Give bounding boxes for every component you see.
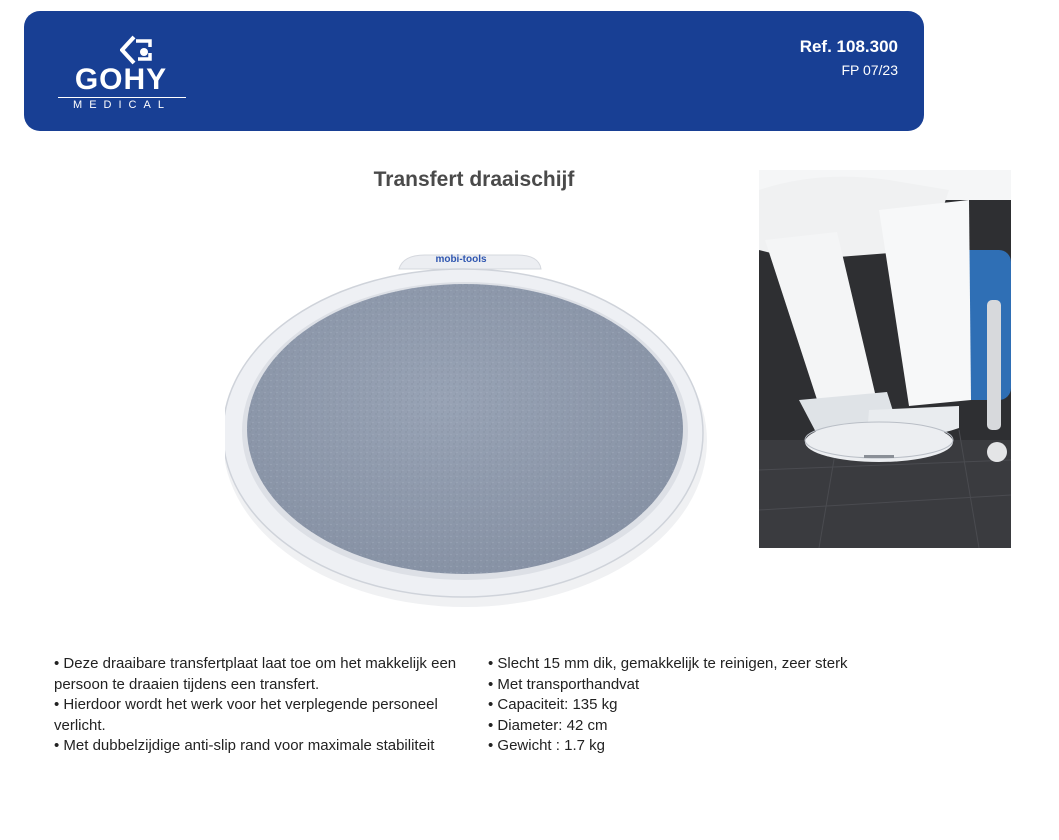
feature-item: • Capaciteit: 135 kg — [488, 696, 618, 714]
reference-number: Ref. 108.300 — [799, 37, 898, 56]
disc-brand-label: mobi-tools — [435, 254, 487, 265]
product-title: Transfert draaischijf — [373, 168, 575, 191]
feature-list-left — [54, 654, 474, 757]
feature-item: • Slecht 15 mm dik, gemakkelijk te reinigen, zeer sterk — [488, 655, 848, 672]
logo-subtext: MEDICAL — [58, 97, 186, 111]
feature-list-right — [488, 654, 908, 757]
feature-item: • Diameter: 42 cm — [488, 716, 608, 734]
logo-wordmark: GOHY — [74, 63, 168, 96]
gohy-medical-logo — [54, 31, 184, 111]
feature-item: • Gewicht : 1.7 kg — [488, 737, 605, 755]
header-banner — [24, 11, 924, 131]
feature-item: • Hierdoor wordt het werk voor het verplegende personeel verlicht. — [54, 696, 438, 734]
feature-item: • Met dubbelzijdige anti-slip rand voor maximale stabiliteit — [54, 737, 435, 755]
feature-item: • Met transporthandvat — [488, 675, 640, 693]
usage-photo — [759, 170, 1011, 548]
turntable-disc-image — [225, 245, 715, 615]
feature-item: • Deze draaibare transfertplaat laat toe om het makkelijk een persoon te draaien tijdens een transfert. — [54, 655, 457, 693]
document-code: FP 07/23 — [841, 62, 898, 78]
